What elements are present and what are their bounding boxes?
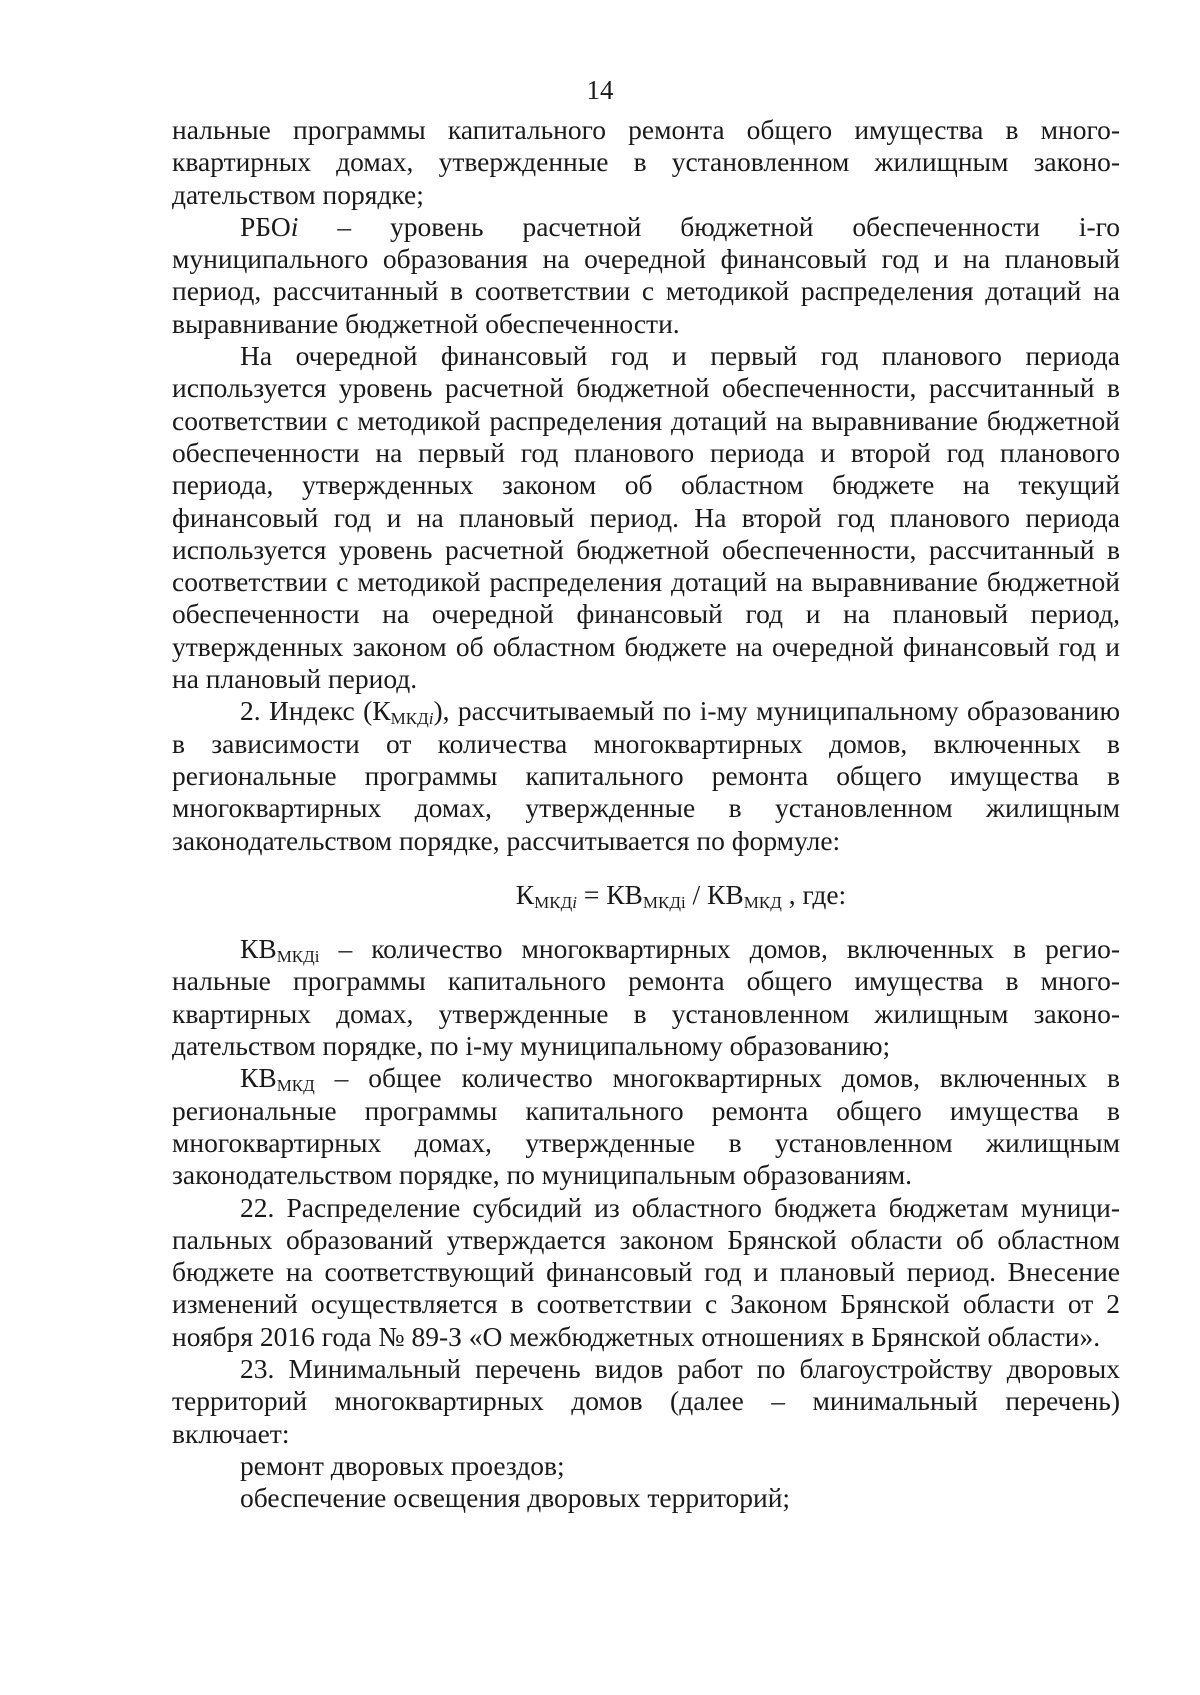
paragraph-continuation: нальные программы капитального ремонта общего имущества в многоквартирных домах, утвержденные в установленном жилищным законодательством порядке; — [172, 114, 1120, 210]
term-kv: КВ — [240, 933, 277, 965]
term-rbo: РБО — [240, 210, 291, 242]
formula-tail: , где: — [781, 878, 847, 910]
paragraph-rbo-definition — [172, 211, 1120, 340]
index-subscript-italic: i — [428, 709, 434, 729]
index-subscript — [391, 709, 434, 728]
formula-k-subscript-text: МКД — [534, 892, 573, 912]
page-number: 14 — [586, 75, 614, 105]
formula-kv2-subscript: МКД — [743, 892, 782, 912]
document-body — [172, 114, 1120, 1514]
paragraph-planning-period: На очередной финансовый год и первый год планового периода используется уровень расчетной бюджетной обеспеченности, рассчитанный в соответствии с методикой распределения дотаций на выравнивание бюджетной обеспеченности на первый год планового периода и второй год планового периода, утвержденных законом об областном бюджете на текущий финансовый год и на плановый период. На второй год планового периода используется уровень расчетной бюджетной обеспеченности, рассчитанный в соответствии с методикой распределения дотаций на выравнивание бюджетной обеспеченности на очередной финансовый год и на плановый период, утвержденных законом об областном бюджете на очередной финансовый год и на плановый период. — [172, 340, 1120, 695]
index-intro: 2. Индекс (К — [240, 695, 391, 727]
paragraph-kv-mkdi-definition — [172, 933, 1120, 1062]
paragraph-23-minimal-list: 23. Минимальный перечень видов работ по благоустройству дворовых территорий многоквартирных домов (далее – минимальный перечень) включает: — [172, 1352, 1120, 1449]
paragraph-22-subsidies: 22. Распределение субсидий из областного бюджета бюджетам муниципальных образований утверждается законом Брянской области об областном бюджете на соответствующий финансовый год и плановый период. Внесение изменений осуществляется в соответствии с Законом Брянской области от 2 ноября 2016 года № 89-З «О межбюджетных отношениях в Брянской области». — [172, 1191, 1120, 1352]
formula-slash-kv: / КВ — [685, 878, 744, 910]
term-kv-subscript: МКДi — [276, 947, 320, 967]
paragraph-index-kmkd — [172, 695, 1120, 856]
formula — [172, 879, 1120, 911]
rbo-definition-text: – уровень расчетной бюджетной обеспеченности i-го муниципального образования на очередной финансовый год и на плановый период, рассчитанный в соответствии с методикой распределения дотаций на выравнивание бюджетной обеспеченности. — [172, 210, 1120, 339]
formula-kv1-subscript: МКДi — [642, 892, 686, 912]
term-rbo-index: i — [290, 210, 299, 242]
term-kv-total: КВ — [240, 1062, 277, 1094]
paragraph-kv-mkd-definition — [172, 1062, 1120, 1191]
formula-k-subscript — [534, 893, 577, 912]
kv-mkdi-definition-text: – количество многоквартирных домов, включенных в региональные программы капитального ремонта общего имущества в многоквартирных домах, утвержденные в установленном жилищным законодательством порядке, по i-му муниципальному образованию; — [172, 933, 1120, 1062]
kv-mkd-definition-text: – общее количество многоквартирных домов, включенных в региональные программы капитального ремонта общего имущества в многоквартирных домах, утвержденные в установленном жилищным законодательством порядке, по муниципальным образованиям. — [172, 1062, 1120, 1191]
index-subscript-text: МКД — [390, 709, 429, 729]
formula-k: К — [515, 878, 535, 910]
list-item-yard-lighting: обеспечение освещения дворовых территорий; — [240, 1482, 791, 1514]
index-description: ), рассчитываемый по i-му муниципальному образованию в зависимости от количества многоквартирных домов, включенных в региональные программы капитального ремонта общего имущества в многоквартирных домах, утвержденные в установленном жилищным законодательством порядке, рассчитывается по формуле: — [172, 695, 1121, 856]
formula-equals-kv: = КВ — [576, 878, 643, 910]
term-kv-total-subscript: МКД — [276, 1076, 315, 1096]
formula-k-subscript-italic: i — [572, 892, 577, 912]
list-item-driveway-repair: ремонт дворовых проездов; — [240, 1449, 565, 1481]
